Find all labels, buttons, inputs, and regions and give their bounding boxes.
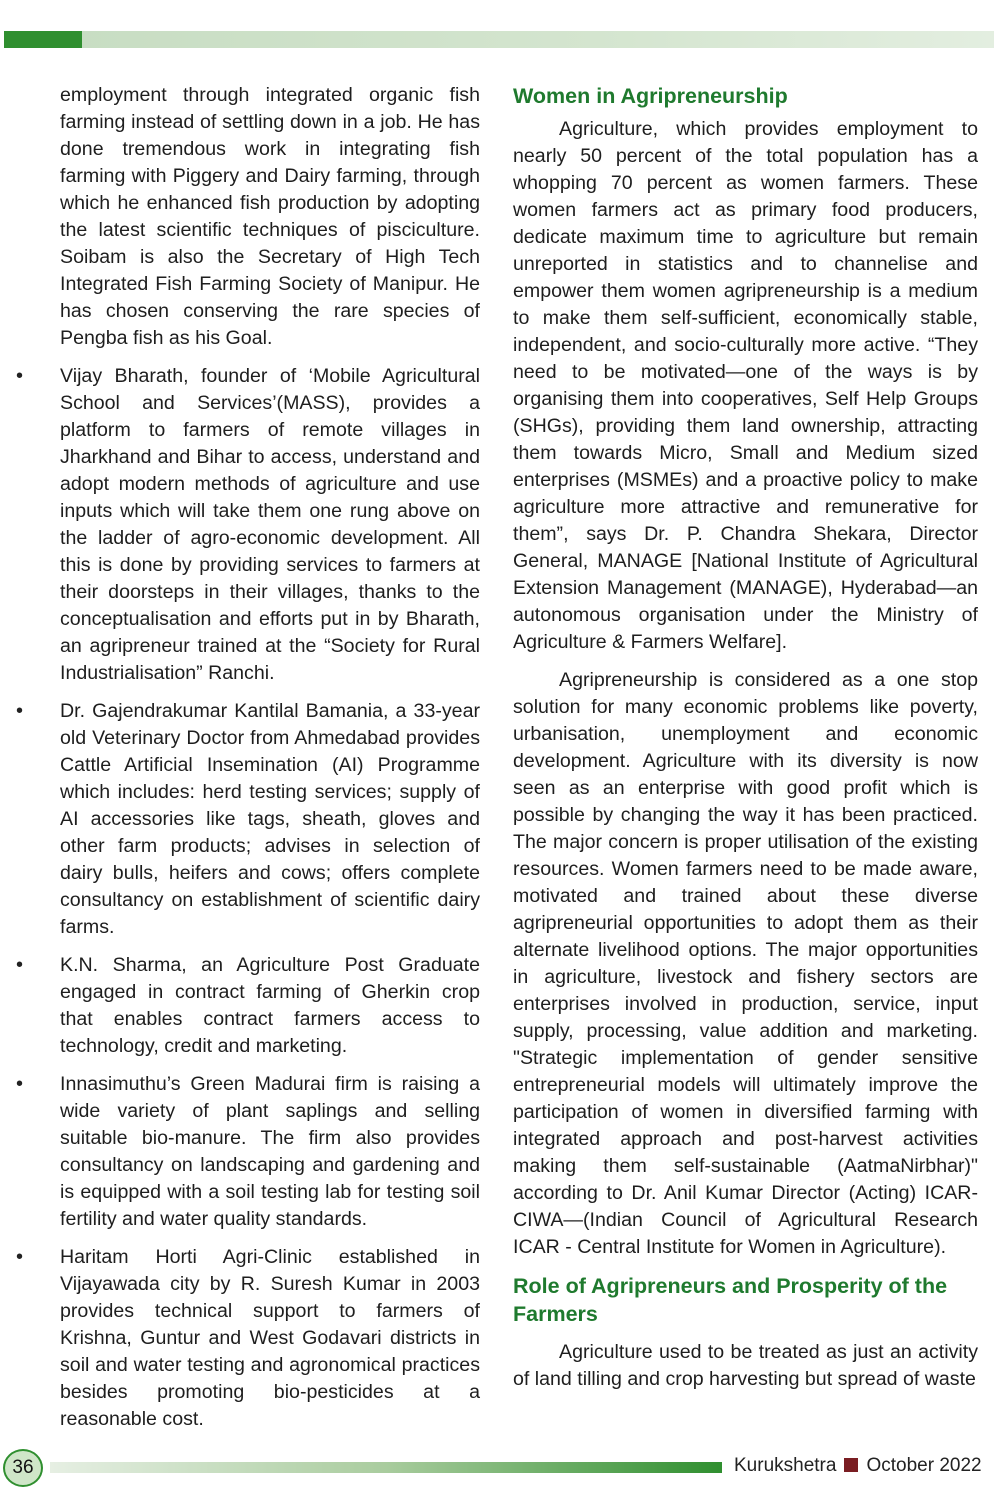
list-item: • Vijay Bharath, founder of ‘Mobile Agricultural School and Services’(MASS), provides a platform to farmers of remote villages in Jharkhand and Bihar to access, understand and adopt modern methods of agriculture and use inputs which will take them one rung above on the ladder of agro-economic development. All this is done by providing services to farmers at their doorsteps in their villages, thanks to the conceptualisation and efforts put in by Bharath, an agripreneur trained at the “Society for Rural Industrialisation” Ranchi. xyxy=(60,363,480,687)
left-lead-paragraph: employment through integrated organic fish farming instead of settling down in a job. He has done tremendous work in integrating fish farming with Piggery and Dairy farming, through which he enhanced fish production by adopting the latest scientific techniques of pisciculture. Soibam is also the Secretary of High Tech Integrated Fish Farming Society of Manipur. He has chosen conserving the rare species of Pengba fish as his Goal. xyxy=(60,84,480,349)
list-item: • Haritam Horti Agri-Clinic established in Vijayawada city by R. Suresh Kumar in 2003 provides technical support to farmers of Krishna, Guntur and West Godavari districts in soil and water testing and agronomical practices besides promoting bio-pesticides at a reasonable cost. xyxy=(60,1244,480,1433)
list-item: • Dr. Gajendrakumar Kantilal Bamania, a 33-year old Veterinary Doctor from Ahmedabad provides Cattle Artificial Insemination (AI) Programme which includes: herd testing services; supply of AI accessories like tags, sheath, gloves and other farm products; advises in selection of dairy bulls, heifers and cows; offers complete consultancy on establishment of scientific dairy farms. xyxy=(60,698,480,941)
separator-square-icon xyxy=(844,1458,858,1472)
footer-credit xyxy=(734,1455,982,1477)
paragraph-agripreneurship: Agripreneurship is considered as a one stop solution for many economic problems like poverty, urbanisation, unemployment and economic development. Agriculture with its diversity is now seen as an enterprise with good profit which is possible by changing the way it has been practiced. The major concern is proper utilisation of the existing resources. Women farmers need to be made aware, motivated and trained about these diverse agripreneurial opportunities to adopt them as their alternate livelihood options. The major opportunities in agriculture, livestock and fishery sectors are enterprises involved in production, service, input supply, processing, value addition and marketing. "Strategic implementation of gender sensitive entrepreneurial models will ultimately improve the participation of women in diversified farming with integrated approach and post-harvest activities making them self-sustainable (AatmaNirbhar)" according to Dr. Anil Kumar Director (Acting) ICAR- CIWA—(Indian Council of Agricultural Research ICAR - Central Institute for Women in Agriculture). xyxy=(513,669,978,1258)
magazine-name: Kurukshetra xyxy=(734,1455,837,1476)
left-column xyxy=(60,82,480,1433)
section-heading-women: Women in Agripreneurship xyxy=(513,84,788,108)
issue-date: October 2022 xyxy=(866,1455,982,1476)
right-column xyxy=(513,82,978,1393)
list-item: • K.N. Sharma, an Agriculture Post Graduate engaged in contract farming of Gherkin crop that enables contract farmers access to technology, credit and marketing. xyxy=(60,952,480,1060)
paragraph-role: Agriculture used to be treated as just an activity of land tilling and crop harvesting but spread of waste xyxy=(513,1341,978,1390)
section-heading-role: Role of Agripreneurs and Prosperity of the Farmers xyxy=(513,1274,948,1326)
paragraph-women: Agriculture, which provides employment to nearly 50 percent of the total population has a whopping 70 percent as women farmers. These women farmers act as primary food producers, dedicate maximum time to agriculture but remain unreported in statistics and to channelise and empower them women agripreneurship is a medium to make them self-sufficient, economically stable, independent, and socio-culturally more active. “They need to be motivated—one of the ways is by organising them into cooperatives, Self Help Groups (SHGs), providing them land ownership, attracting them towards Micro, Small and Medium sized enterprises (MSMEs) and a proactive policy to make agriculture more attractive and remunerative for them”, says Dr. P. Chandra Shekara, Director General, MANAGE [National Institute of Agricultural Extension Management (MANAGE), Hyderabad—an autonomous organisation under the Ministry of Agriculture & Farmers Welfare]. xyxy=(513,118,978,653)
header-accent-block xyxy=(4,31,82,48)
footer-decorative-bar xyxy=(50,1462,722,1473)
header-decorative-bar xyxy=(4,31,994,48)
profile-bullet-list xyxy=(60,363,480,1433)
list-item: • Innasimuthu’s Green Madurai firm is raising a wide variety of plant saplings and selling suitable bio-manure. The firm also provides consultancy on landscaping and gardening and is equipped with a soil testing lab for testing soil fertility and water quality standards. xyxy=(60,1071,480,1233)
page-number: 36 xyxy=(3,1449,43,1487)
